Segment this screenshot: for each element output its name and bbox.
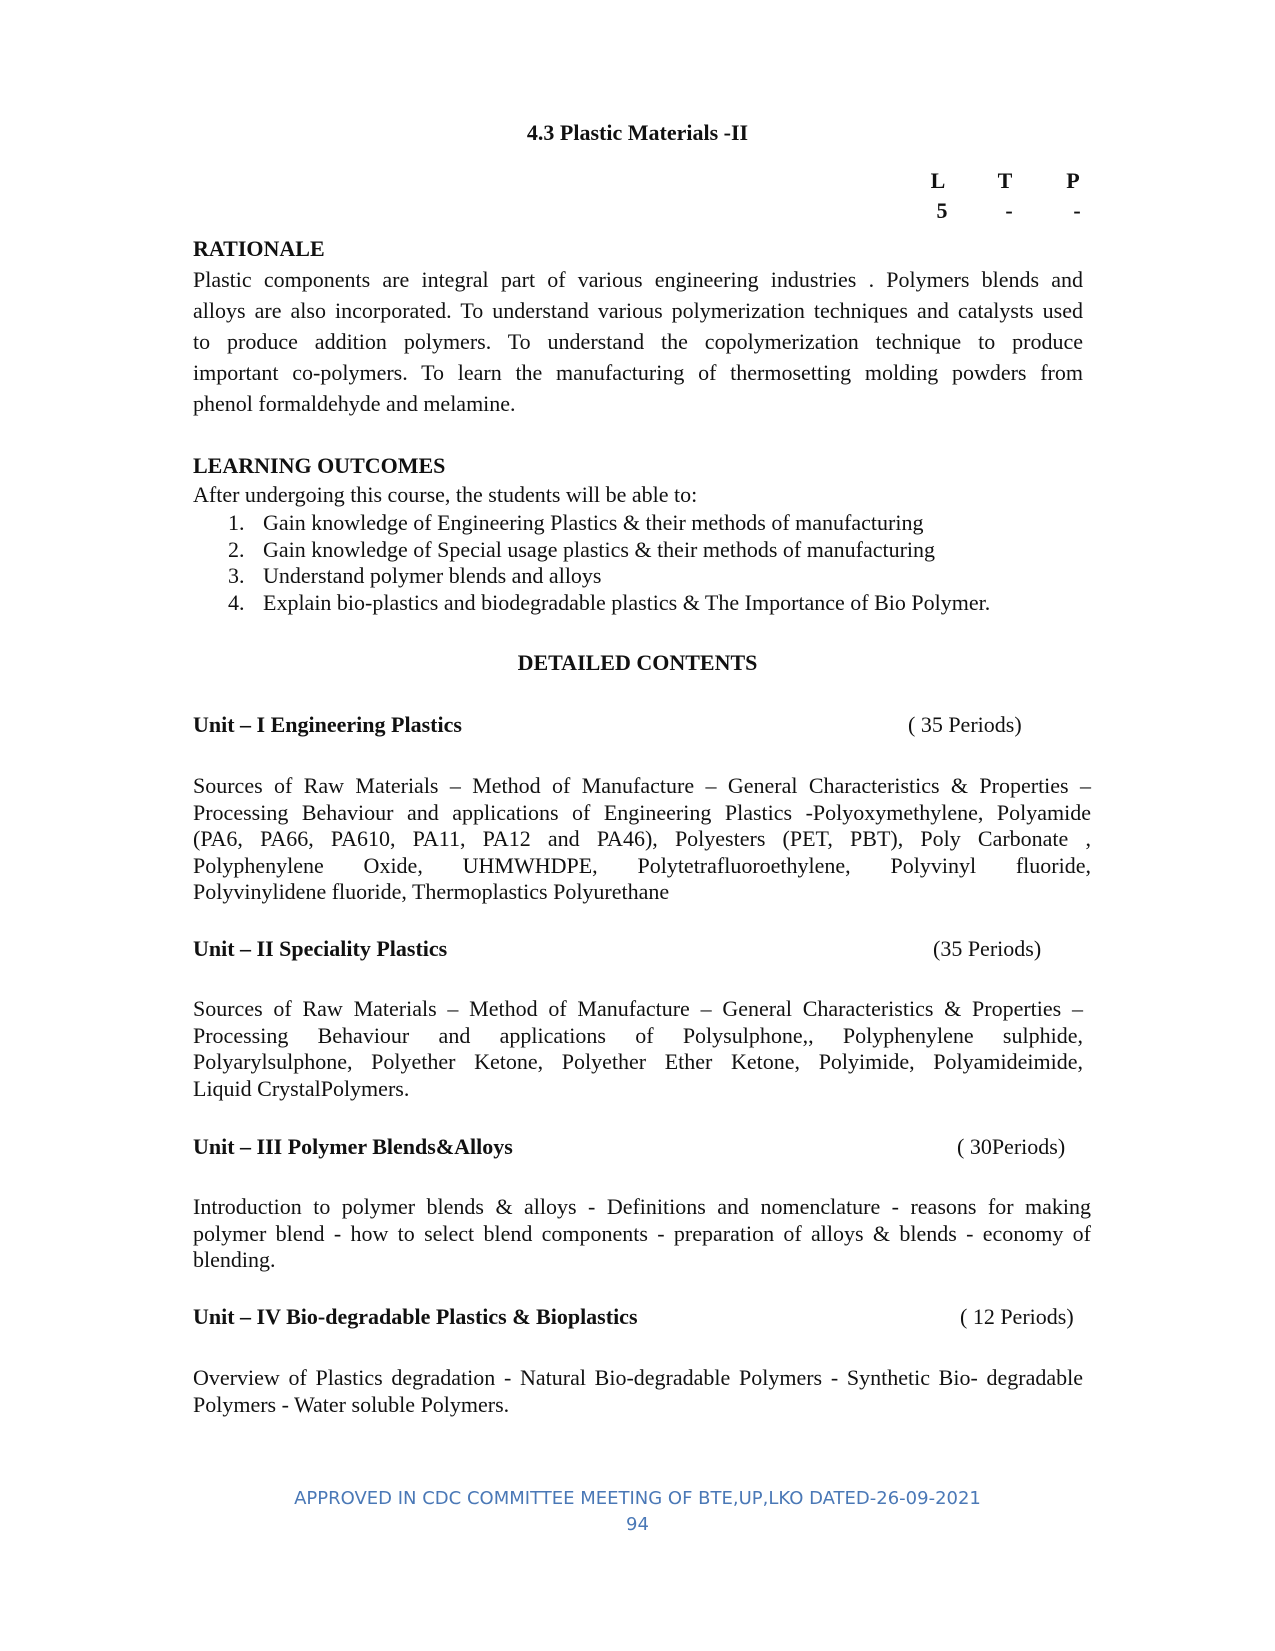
page-number: 94 xyxy=(626,1514,649,1535)
unit-4-line: Overview of Plastics degradation - Natural Bio-degradable Polymers - Synthetic Bio- degradable xyxy=(193,1365,1083,1390)
unit-3-line: Introduction to polymer blends & alloys - Definitions and nomenclature - reasons for making xyxy=(193,1194,1091,1219)
list-item xyxy=(228,536,990,564)
list-item-number: 2. xyxy=(228,536,245,562)
unit-1-periods: ( 35 Periods) xyxy=(908,712,1022,737)
list-item-number: 3. xyxy=(228,563,245,588)
list-item-text: Explain bio-plastics and biodegradable plastics & The Importance of Bio Polymer. xyxy=(263,589,991,615)
ltp-header-l: L xyxy=(930,168,946,193)
unit-2-description xyxy=(193,996,1083,1102)
list-item xyxy=(228,589,991,617)
unit-1-description xyxy=(193,773,1091,906)
ltp-header-p: P xyxy=(1066,168,1080,193)
learning-outcomes-intro: After undergoing this course, the students will be able to: xyxy=(193,482,698,507)
unit-2-line: Processing Behaviour and applications of Polysulphone,, Polyphenylene sulphide, xyxy=(193,1022,1083,1048)
unit-1-line: (PA6, PA66, PA610, PA11, PA12 and PA46), Polyesters (PET, PBT), Poly Carbonate , xyxy=(193,826,1091,851)
learning-outcomes-list xyxy=(228,510,991,616)
detailed-contents-heading: DETAILED CONTENTS xyxy=(517,650,758,675)
unit-3-title: Unit – III Polymer Blends&Alloys xyxy=(193,1134,513,1159)
learning-outcomes-heading: LEARNING OUTCOMES xyxy=(193,453,446,478)
unit-2-line: Liquid CrystalPolymers. xyxy=(193,1075,410,1101)
rationale-line: to produce addition polymers. To understand the copolymerization technique to produce xyxy=(193,329,1083,354)
list-item-text: Gain knowledge of Engineering Plastics & their methods of manufacturing xyxy=(263,510,924,535)
list-item-text: Gain knowledge of Special usage plastics & their methods of manufacturing xyxy=(263,536,936,562)
unit-4-description xyxy=(193,1365,1083,1418)
rationale-line: important co-polymers. To learn the manufacturing of thermosetting molding powders from xyxy=(193,360,1083,385)
list-item-number: 4. xyxy=(228,589,245,615)
unit-2-line: Sources of Raw Materials – Method of Manufacture – General Characteristics & Properties – xyxy=(193,996,1083,1021)
unit-1-line: Polyvinylidene fluoride, Thermoplastics Polyurethane xyxy=(193,879,670,904)
ltp-value-l: 5 xyxy=(936,198,948,223)
approval-footer: APPROVED IN CDC COMMITTEE MEETING OF BTE,UP,LKO DATED-26-09-2021 xyxy=(294,1488,981,1509)
rationale-line: alloys are also incorporated. To understand various polymerization techniques and catalysts used xyxy=(193,298,1083,323)
unit-1-line: Processing Behaviour and applications of Engineering Plastics -Polyoxymethylene, Polyamide xyxy=(193,799,1091,825)
unit-2-periods: (35 Periods) xyxy=(933,936,1042,961)
rationale-heading: RATIONALE xyxy=(193,236,325,261)
list-item xyxy=(228,510,990,537)
rationale-line: phenol formaldehyde and melamine. xyxy=(193,391,516,416)
unit-3-description xyxy=(193,1194,1091,1274)
page-title: 4.3 Plastic Materials -II xyxy=(526,120,749,145)
list-item-number: 1. xyxy=(228,510,245,535)
unit-1-line: Sources of Raw Materials – Method of Manufacture – General Characteristics & Properties – xyxy=(193,773,1091,798)
ltp-value-t: - xyxy=(1005,198,1013,223)
rationale-line: Plastic components are integral part of various engineering industries . Polymers blends and xyxy=(193,267,1083,292)
unit-3-line: blending. xyxy=(193,1247,276,1272)
unit-4-line: Polymers - Water soluble Polymers. xyxy=(193,1391,510,1417)
rationale-text xyxy=(193,264,1083,419)
unit-4-title: Unit – IV Bio-degradable Plastics & Bioplastics xyxy=(193,1304,638,1329)
list-item-text: Understand polymer blends and alloys xyxy=(263,563,602,588)
unit-3-line: polymer blend - how to select blend components - preparation of alloys & blends - economy of xyxy=(193,1220,1091,1246)
unit-2-title: Unit – II Speciality Plastics xyxy=(193,936,448,961)
list-item xyxy=(228,563,990,590)
unit-3-periods: ( 30Periods) xyxy=(957,1134,1066,1159)
ltp-value-p: - xyxy=(1073,198,1081,223)
unit-4-periods: ( 12 Periods) xyxy=(960,1304,1074,1329)
ltp-header-t: T xyxy=(997,168,1013,193)
unit-2-line: Polyarylsulphone, Polyether Ketone, Polyether Ether Ketone, Polyimide, Polyamideimide, xyxy=(193,1049,1083,1074)
unit-1-line: Polyphenylene Oxide, UHMWHDPE, Polytetrafluoroethylene, Polyvinyl fluoride, xyxy=(193,852,1091,878)
unit-1-title: Unit – I Engineering Plastics xyxy=(193,712,462,737)
